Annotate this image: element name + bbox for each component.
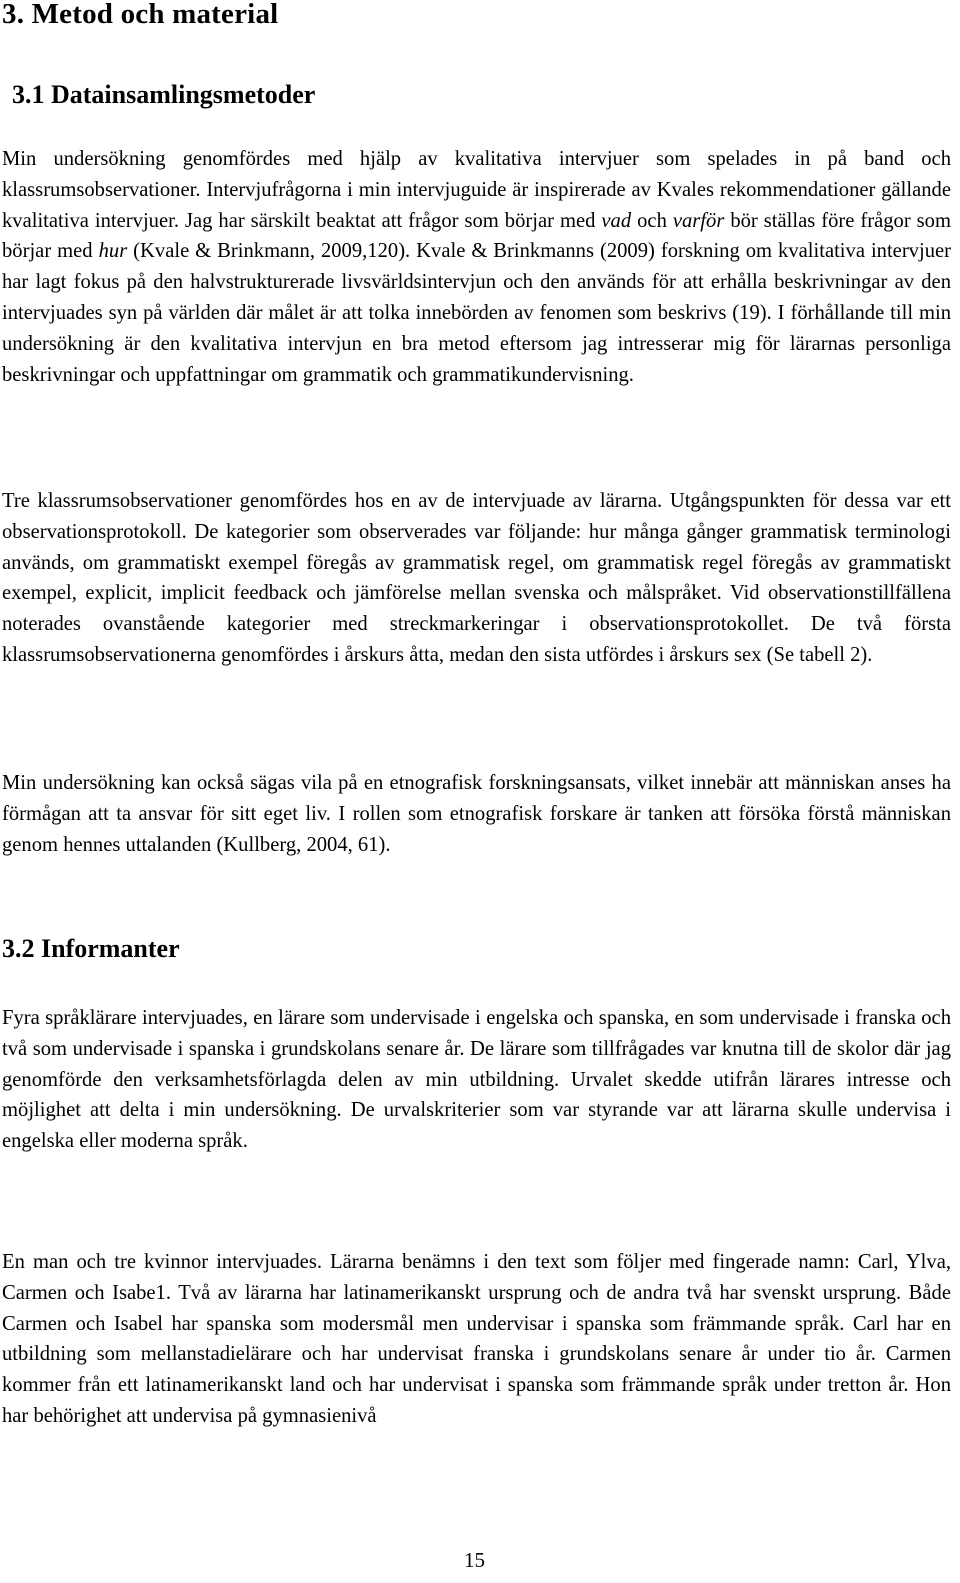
paragraph-ethnographic-approach: Min undersökning kan också sägas vila på en etnografisk forskningsansats, vilket innebär att människan anses ha förmågan att ta ansvar för sitt eget liv. I rollen som etnografisk forskare är tanken att försöka förstå människan genom hennes uttalanden (Kullberg, 2004, 61).: [2, 772, 951, 856]
text-run: och: [631, 209, 673, 232]
text-run: bör ställas före frågor som börjar med: [2, 209, 951, 263]
emphasis-vad: vad: [601, 209, 632, 232]
page-number: 15: [464, 1548, 485, 1572]
chapter-heading: 3. Metod och material: [2, 0, 279, 30]
section-heading-informanter: 3.2 Informanter: [2, 934, 180, 963]
paragraph-informants-description: En man och tre kvinnor intervjuades. Lärarna benämns i den text som följer med fingerade namn: Carl, Ylva, Carmen och Isabe1. Två av lärarna har latinamerikanskt ursprung och de andra två har svenskt ursprung. Både Carmen och Isabel har spanska som modersmål men undervisar i spanska som främmande språk. Carl har en utbildning som mellanstadielärare och har undervisat franska i grundskolans senare år under tio år. Carmen kommer från ett latinamerikanskt land och har undervisat i spanska som främmande språk under tretton år. Hon har behörighet att undervisa på gymnasienivå: [2, 1251, 951, 1427]
emphasis-hur: hur: [98, 240, 128, 263]
emphasis-varfor: varför: [672, 209, 725, 232]
section-heading-datainsamlingsmetoder: 3.1 Datainsamlingsmetoder: [12, 80, 316, 109]
paragraph-classroom-observations: Tre klassrumsobservationer genomfördes hos en av de intervjuade av lärarna. Utgångspunkten för dessa var ett observationsprotokoll. De kategorier som observerades var följande: hur många gånger grammatisk terminologi används, om grammatiskt exempel föregås av grammatisk regel, om grammatisk regel föregås av grammatiskt exempel, explicit, implicit feedback och jämförelse mellan svenska och målspråket. Vid observationstillfällena noterades ovanstående kategorier med streckmarkeringar i observationsprotokollet. De två första klassrumsobservationerna genomfördes i årskurs åtta, medan den sista utfördes i årskurs sex (Se tabell 2).: [2, 490, 951, 666]
text-run: (Kvale & Brinkmann, 2009,120). Kvale & Brinkmanns (2009) forskning om kvalitativa intervjuer har lagt fokus på den halvstrukturerade livsvärldsintervjun och den används för att erhålla beskrivningar av den intervjuades syn på världen där målet är att tolka innebörden av fenomen som beskrivs (19). I förhållande till min undersökning är den kvalitativa intervjun en bra metod eftersom jag intresserar mig för lärarnas personliga beskrivningar och uppfattningar om grammatik och grammatikundervisning.: [2, 240, 951, 386]
text-run: Min undersökning genomfördes med hjälp av kvalitativa intervjuer som spelades in på band och klassrumsobservationer. Intervjufrågorna i min intervjuguide är inspirerade av Kvales rekommendationer gällande kvalitativa intervjuer. Jag har särskilt beaktat att frågor som börjar med: [2, 148, 951, 232]
paragraph-methods-interviews: [2, 144, 951, 390]
paragraph-informants-selection: Fyra språklärare intervjuades, en lärare som undervisade i engelska och spanska, en som undervisade i franska och två som undervisade i spanska i grundskolans senare år. De lärare som tillfrågades var knutna till de skolor där jag genomförde den verksamhetsförlagda delen av min utbildning. Urvalet skedde utifrån lärares intresse och möjlighet att delta i min undersökning. De urvalskriterier som var styrande var att lärarna skulle undervisa i engelska eller moderna språk.: [2, 1007, 951, 1153]
